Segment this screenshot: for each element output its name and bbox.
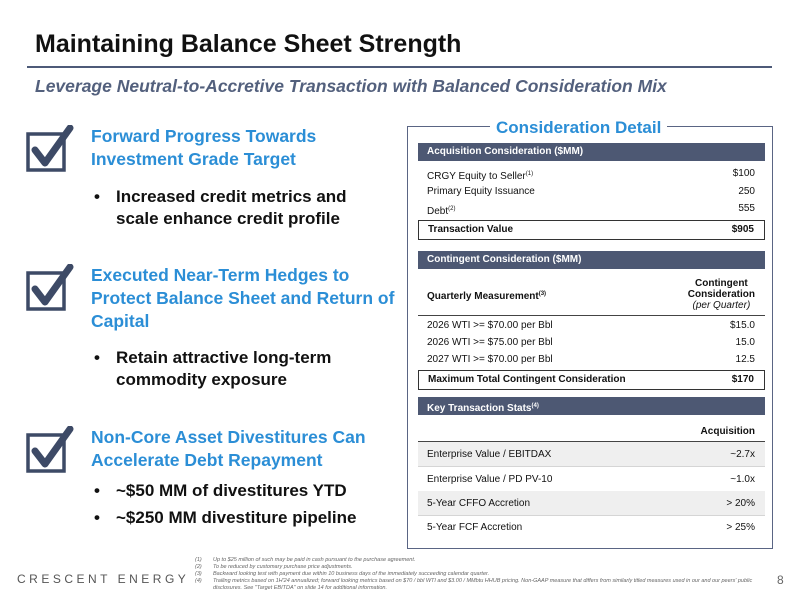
company-logo: CRESCENT ENERGY [17,572,190,586]
bullet-dot: • [94,348,100,367]
table-row: Primary Equity Issuance 250 [427,186,755,197]
bullet-dot: • [94,508,100,527]
table-row: CRGY Equity to Seller$^{(1)}$ $100 [427,168,755,182]
point-title: Forward Progress Towards Investment Grade Target [91,126,317,169]
table-row: Enterprise Value / EBITDAX ~2.7x [418,442,765,467]
table-row: Debt$^{(2)}$ 555 [427,203,755,217]
footnote: (4) Trailing metrics based on 1H'24 annualized; forward looking metrics based on $70 / bbl WTI and $3.00 / MMbtu HHUB pricing. Non-GAAP measure that differs from similarly titled measures used in our and our peers' public disclosures. See "Target EBITDA" on slide 14 for additional information. [195,578,753,591]
table-row: 5-Year CFFO Accretion > 20% [418,491,765,516]
transaction-total-row: Transaction Value $905 [418,220,765,240]
page-number: 8 [777,573,784,587]
contingent-total-row: Maximum Total Contingent Consideration $170 [418,370,765,390]
panel-title: Consideration Detail [490,118,667,138]
bullet-dot: • [94,481,100,500]
page-subtitle: Leverage Neutral-to-Accretive Transaction with Balanced Consideration Mix [35,76,667,96]
point-title: Executed Near-Term Hedges to Protect Balance Sheet and Return of Capital [91,265,395,331]
table-row: 5-Year FCF Accretion > 25% [427,522,755,533]
table-row: 2027 WTI >= $70.00 per Bbl 12.5 [427,354,755,365]
bullet-list [91,480,391,534]
footnote: (2) To be reduced by customary purchase price adjustments. [195,564,353,570]
table-row: Enterprise Value / PD PV-10 ~1.0x [418,467,765,492]
contingent-header: Contingent Consideration ($MM) [418,251,765,269]
table-row: 2026 WTI >= $75.00 per Bbl 15.0 [427,337,755,348]
point-title: Non-Core Asset Divestitures Can Accelerate Debt Repayment [91,427,366,470]
bullet-list [91,347,391,396]
bullet-item: • Increased credit metrics and scale enhance credit profile [94,187,347,228]
bullet-item: • ~$50 MM of divestitures YTD [94,481,347,500]
stats-header: Key Transaction Stats$^{(4)}$ [418,397,765,415]
title-divider [27,66,772,68]
stats-column-header: Acquisition [418,424,765,442]
bullet-list [91,186,391,235]
checked-box-icon [25,426,77,476]
checked-box-icon [25,125,77,175]
footnotes [195,557,755,592]
contingent-column-headers: Quarterly Measurement$^{(3)}$ Contingent Consideration (per Quarter) [418,276,765,316]
footnote: (1) Up to $25 million of such may be paid in cash pursuant to the purchase agreement. [195,557,416,563]
footnote: (3) Backward looking test with payment due within 10 business days of the immediately succeeding calendar quarter. [195,571,490,577]
bullet-item: • Retain attractive long-term commodity exposure [94,348,332,389]
bullet-item: • ~$250 MM divestiture pipeline [94,508,357,527]
checked-box-icon [25,264,77,314]
table-row: 2026 WTI >= $70.00 per Bbl $15.0 [427,320,755,331]
bullet-dot: • [94,187,100,206]
page-title: Maintaining Balance Sheet Strength [35,30,462,58]
acquisition-header: Acquisition Consideration ($MM) [418,143,765,161]
